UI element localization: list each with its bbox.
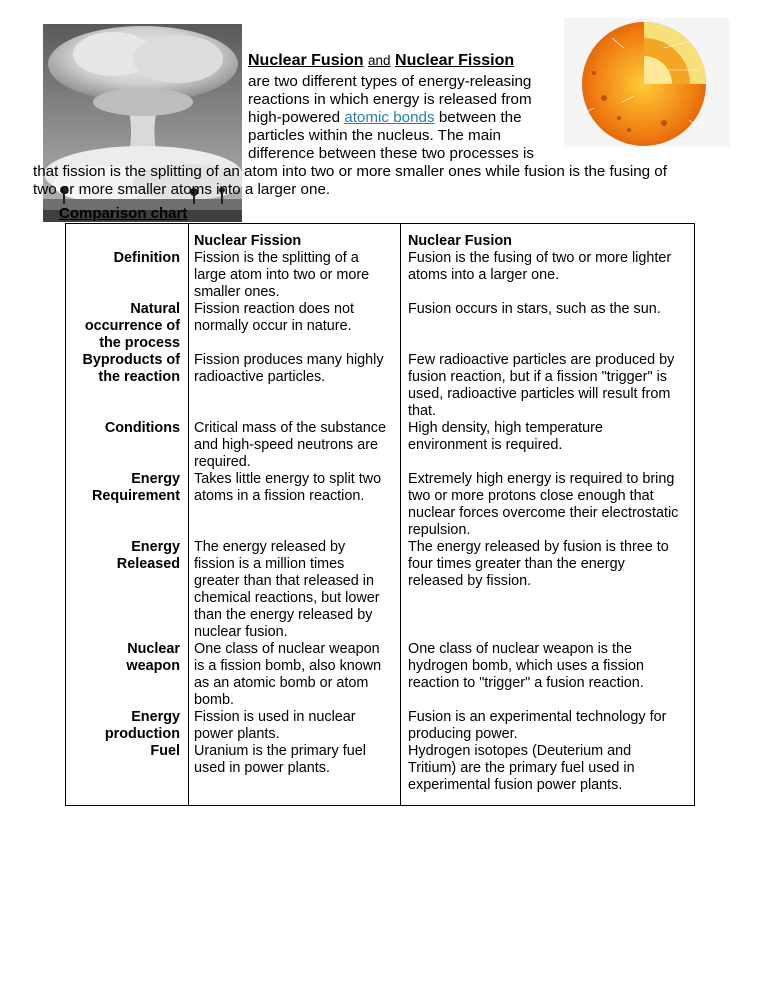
- row-label-line: the process: [99, 335, 180, 351]
- fusion-cell-energy-production: [408, 709, 666, 743]
- cell-line: environment is required.: [408, 437, 563, 453]
- cell-line: Fusion is the fusing of two or more lighter: [408, 250, 672, 266]
- cell-line: power plants.: [194, 726, 280, 742]
- row-label-line: Energy: [131, 709, 180, 725]
- cell-line: One class of nuclear weapon: [194, 641, 380, 657]
- row-label-line: Requirement: [92, 488, 180, 504]
- intro-line-2: reactions in which energy is released from: [248, 91, 532, 108]
- row-label-line: occurrence of: [84, 318, 180, 334]
- row-label-nuclear-weapon: [66, 641, 180, 675]
- title-fusion: Nuclear Fusion: [248, 52, 364, 69]
- intro-text: between the: [434, 109, 522, 126]
- row-label-line: Energy: [131, 539, 180, 555]
- cell-line: Takes little energy to split two: [194, 471, 382, 487]
- row-label-line: Fuel: [150, 743, 180, 759]
- row-label-line: Nuclear: [127, 641, 180, 657]
- atomic-bonds-link[interactable]: atomic bonds: [344, 109, 435, 126]
- row-label-energy-production: [66, 709, 180, 743]
- cell-line: chemical reactions, but lower: [194, 590, 380, 606]
- intro-line-4: particles within the nucleus. The main: [248, 127, 501, 144]
- intro-line-5: difference between these two processes is: [248, 145, 534, 162]
- cell-line: bomb.: [194, 692, 234, 708]
- cell-line: greater than that released in: [194, 573, 375, 589]
- cell-line: is a fission bomb, also known: [194, 658, 382, 674]
- intro-text: high-powered: [248, 109, 345, 126]
- comparison-chart-heading: Comparison chart: [59, 205, 188, 222]
- header-nuclear-fusion: Nuclear Fusion: [408, 233, 512, 249]
- fusion-cell-natural-occurrence: [408, 301, 661, 318]
- cell-line: used, radioactive particles will result from: [408, 386, 671, 402]
- cell-line: Tritium) are the primary fuel used in: [408, 760, 635, 776]
- cell-line: used in power plants.: [194, 760, 330, 776]
- cell-line: atoms in a fission reaction.: [194, 488, 365, 504]
- column-divider: [188, 224, 189, 805]
- intro-line-1: are two different types of energy-releasing: [248, 73, 532, 90]
- cell-line: fusion reaction, but if a fission "trigger" is: [408, 369, 667, 385]
- cell-line: The energy released by fusion is three to: [408, 539, 669, 555]
- fusion-cell-energy-released: [408, 539, 669, 590]
- cell-line: Fission is the splitting of a: [194, 250, 359, 266]
- row-label-line: the reaction: [98, 369, 180, 385]
- row-label-line: weapon: [126, 658, 180, 674]
- fission-cell-byproducts: [194, 352, 384, 386]
- row-label-energy-requirement: [66, 471, 180, 505]
- cell-line: Extremely high energy is required to bring: [408, 471, 675, 487]
- fission-cell-definition: [194, 250, 369, 301]
- cell-line: atoms into a larger one.: [408, 267, 560, 283]
- row-label-line: Natural: [130, 301, 180, 317]
- fission-cell-fuel: [194, 743, 366, 777]
- cell-line: nuclear fusion.: [194, 624, 288, 640]
- cell-line: released by fission.: [408, 573, 532, 589]
- fusion-cell-energy-requirement: [408, 471, 678, 539]
- cell-line: Fission is used in nuclear: [194, 709, 356, 725]
- cell-line: Few radioactive particles are produced by: [408, 352, 675, 368]
- page-title: [248, 52, 514, 70]
- cell-line: large atom into two or more: [194, 267, 370, 283]
- cell-line: Uranium is the primary fuel: [194, 743, 366, 759]
- fission-cell-natural-occurrence: [194, 301, 354, 335]
- fission-cell-energy-production: [194, 709, 356, 743]
- fusion-cell-conditions: [408, 420, 603, 454]
- cell-line: hydrogen bomb, which uses a fission: [408, 658, 644, 674]
- fusion-cell-byproducts: [408, 352, 674, 420]
- fission-cell-conditions: [194, 420, 386, 471]
- fission-cell-energy-released: [194, 539, 380, 641]
- cell-line: normally occur in nature.: [194, 318, 352, 334]
- cell-line: Hydrogen isotopes (Deuterium and: [408, 743, 632, 759]
- title-fission: Nuclear Fission: [395, 52, 515, 69]
- cell-line: and high-speed neutrons are: [194, 437, 379, 453]
- cell-line: Fission reaction does not: [194, 301, 354, 317]
- cell-line: smaller ones.: [194, 284, 280, 300]
- cell-line: repulsion.: [408, 522, 471, 538]
- cell-line: as an atomic bomb or atom: [194, 675, 369, 691]
- row-label-line: Definition: [113, 250, 180, 266]
- cell-line: reaction to "trigger" a fusion reaction.: [408, 675, 644, 691]
- row-label-line: Energy: [131, 471, 180, 487]
- row-label-line: Conditions: [104, 420, 180, 436]
- intro-line-7: two or more smaller atoms into a larger one.: [33, 181, 331, 198]
- fission-cell-energy-requirement: [194, 471, 381, 505]
- header-nuclear-fission: Nuclear Fission: [194, 233, 302, 249]
- cell-line: Fusion is an experimental technology for: [408, 709, 667, 725]
- fission-cell-nuclear-weapon: [194, 641, 381, 709]
- cell-line: The energy released by: [194, 539, 346, 555]
- row-label-fuel: [66, 743, 180, 760]
- cell-line: producing power.: [408, 726, 518, 742]
- row-label-energy-released: [66, 539, 180, 573]
- cell-line: nuclear forces overcome their electrostatic: [408, 505, 679, 521]
- row-label-definition: [66, 250, 180, 267]
- cell-line: four times greater than the energy: [408, 556, 625, 572]
- row-label-line: Released: [116, 556, 180, 572]
- cell-line: radioactive particles.: [194, 369, 326, 385]
- cell-line: experimental fusion power plants.: [408, 777, 623, 793]
- row-label-natural-occurrence: [66, 301, 180, 352]
- cell-line: that.: [408, 403, 437, 419]
- fusion-cell-definition: [408, 250, 671, 284]
- intro-line-3: [248, 109, 522, 127]
- comparison-table: [65, 223, 695, 806]
- row-label-conditions: [66, 420, 180, 437]
- cell-line: two or more protons close enough that: [408, 488, 654, 504]
- fusion-cell-nuclear-weapon: [408, 641, 644, 692]
- sun-cutaway-diagram: [564, 18, 730, 147]
- cell-line: fission is a million times: [194, 556, 345, 572]
- cell-line: One class of nuclear weapon is the: [408, 641, 632, 657]
- cell-line: required.: [194, 454, 251, 470]
- title-and: and: [368, 53, 391, 68]
- row-label-byproducts: [66, 352, 180, 386]
- intro-line-6: that fission is the splitting of an atom into two or more smaller ones while fusion is the fusing of: [33, 163, 667, 180]
- cell-line: Fission produces many highly: [194, 352, 384, 368]
- row-label-line: Byproducts of: [82, 352, 180, 368]
- column-divider: [400, 224, 401, 805]
- cell-line: High density, high temperature: [408, 420, 603, 436]
- cell-line: Critical mass of the substance: [194, 420, 386, 436]
- fusion-cell-fuel: [408, 743, 635, 794]
- cell-line: than the energy released by: [194, 607, 373, 623]
- cell-line: Fusion occurs in stars, such as the sun.: [408, 301, 661, 317]
- row-label-line: production: [104, 726, 180, 742]
